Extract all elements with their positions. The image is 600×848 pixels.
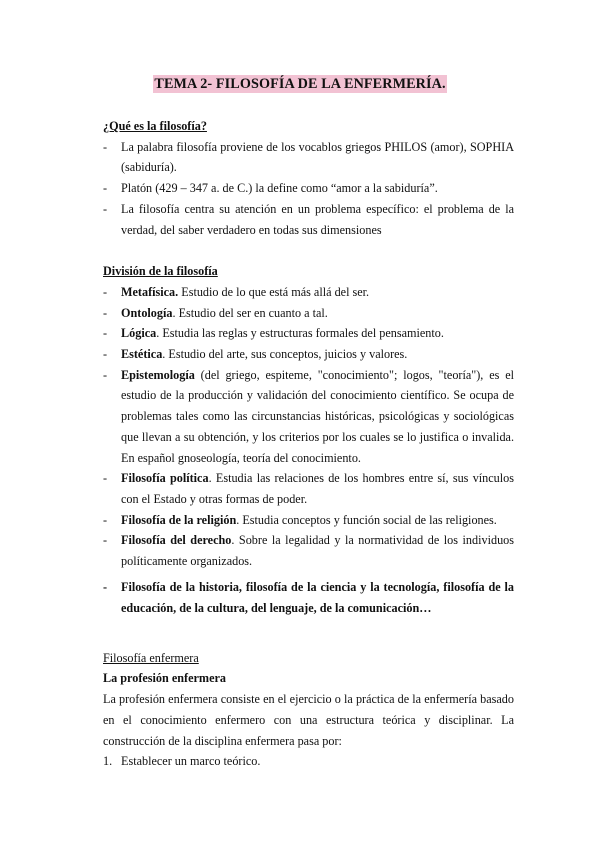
- item-number: 1.: [103, 754, 113, 769]
- section-heading-que-es: ¿Qué es la filosofía?: [103, 119, 207, 133]
- list-item: [103, 282, 514, 303]
- document-content: [103, 116, 514, 772]
- list-item: [103, 468, 514, 509]
- term: Filosofía política: [121, 471, 209, 486]
- term-description: Estudio de lo que está más allá del ser.: [178, 284, 370, 299]
- term-description: (del griego, espiteme, "conocimiento"; logos, "teoría"), es el estudio de la producción y validación del conocimiento científico. Se ocupa de problemas tales como las circunstancias históricas, psicológicas y sociológicas que llevan a su obtención, y los criterios por los cuales se lo justifica o invalida. En español gnoseología, teoría del conocimiento.: [121, 367, 514, 465]
- title-wrap: [0, 74, 600, 95]
- section-heading-division: División de la filosofía: [103, 264, 218, 279]
- term: Filosofía de la religión: [121, 512, 237, 527]
- term-description: . Estudio del arte, sus conceptos, juicios y valores.: [162, 347, 408, 362]
- term-description: . Estudio del ser en cuanto a tal.: [172, 305, 328, 320]
- page-title: TEMA 2- FILOSOFÍA DE LA ENFERMERÍA.: [154, 76, 446, 92]
- list-item: [103, 510, 514, 531]
- subheading-profesion: La profesión enfermera: [103, 671, 226, 686]
- term-description: . Estudia las reglas y estructuras formales del pensamiento.: [156, 326, 444, 341]
- list-item: [103, 530, 514, 571]
- list-item-bold: - Filosofía de la historia, filosofía de la ciencia y la tecnología, filosofía de la educación, de la cultura, del lenguaje, de la comunicación…: [103, 577, 514, 620]
- term-description: . Estudia conceptos y función social de las religiones.: [236, 512, 497, 527]
- list-item: - La palabra filosofía proviene de los vocablos griegos PHILOS (amor), SOPHIA (sabiduría).: [103, 137, 514, 178]
- term: Metafísica.: [121, 284, 179, 299]
- list-item: [103, 323, 514, 344]
- list-item: - La filosofía centra su atención en un problema específico: el problema de la verdad, del saber verdadero en todas sus dimensiones: [103, 199, 514, 240]
- division-list: [103, 282, 514, 620]
- list-item: [103, 344, 514, 365]
- body-paragraph: La profesión enfermera consiste en el ejercicio o la práctica de la enfermería basado en el conocimiento enfermero con una estructura teórica y disciplinar. La construcción de la disciplina enfermera pasa por:: [103, 692, 514, 748]
- term: Ontología: [121, 305, 173, 320]
- list-item: [103, 365, 514, 469]
- definition-list: [103, 137, 514, 241]
- term: Epistemología: [121, 367, 195, 382]
- term-description: . Sobre la legalidad y la normatividad de los individuos políticamente organizados.: [121, 533, 514, 569]
- term: Lógica: [121, 326, 157, 341]
- section-heading-filosofia-enfermera: Filosofía enfermera: [103, 650, 199, 665]
- item-text: Establecer un marco teórico.: [121, 754, 261, 769]
- numbered-item: [103, 751, 514, 772]
- term-description: . Estudia las relaciones de los hombres entre sí, sus vínculos con el Estado y otras formas de poder.: [121, 471, 514, 506]
- term: Estética: [121, 347, 163, 362]
- list-item: - Platón (429 – 347 a. de C.) la define como “amor a la sabiduría”.: [103, 178, 514, 199]
- term: Filosofía del derecho: [121, 533, 232, 548]
- list-item: [103, 303, 514, 324]
